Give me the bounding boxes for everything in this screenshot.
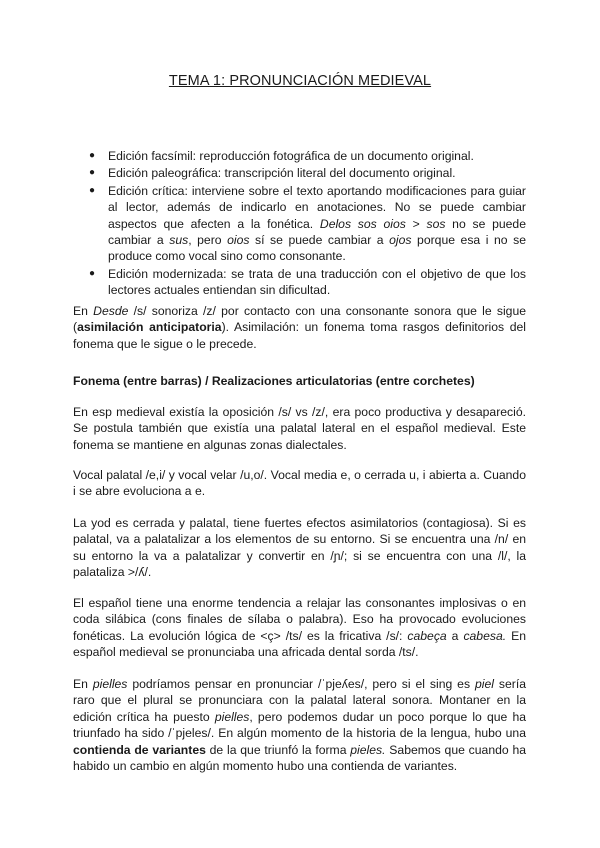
example-word: Desde [93,304,129,318]
paragraph-text: sería raro que el plural se pronunciara con la palatal lateral sonora. Montaner en la edición crítica ha puesto [73,677,527,724]
list-item [86,165,526,181]
paragraph-text: En español medieval se pronunciaba una africada dental sorda /ts/. [73,628,526,660]
paragraph-pielles [73,676,526,774]
list-item-text: Edición crítica: interviene sobre el texto aportando modificaciones para guiar al lector, además de indicarlo en anotaciones. No se puede cambiar aspectos que afecten a la fonética. [108,183,526,231]
example-word: cabesa. [463,628,507,643]
paragraph-text: podríamos pensar en pronunciar /ˈpjeʎes/, pero si el sing es [127,677,475,691]
paragraph-implosive [73,595,526,661]
list-item-text: no se puede cambiar a [108,216,526,248]
list-item-text: sí se puede cambiar a [249,233,390,248]
example-word: Delos sos oios [319,216,406,231]
paragraph-assimilation [73,303,526,352]
paragraph-text: , pero podemos dudar un poco porque lo que ha triunfado ha sido /ˈpjeles/. En algún momento de la historia de la lengua, hubo una [73,709,527,741]
bullet-icon: ● [89,167,96,179]
section-heading: Fonema (entre barras) / Realizaciones articulatorias (entre corchetes) [73,374,475,388]
bullet-icon: ● [89,184,96,196]
list-item-text: Edición facsímil: reproducción fotográfica de un documento original. [108,149,474,163]
edition-types-list [86,148,526,300]
example-word: sus [169,233,189,248]
page-title: TEMA 1: PRONUNCIACIÓN MEDIEVAL [168,73,432,89]
list-item-text: Edición modernizada: se trata de una traducción con el objetivo de que los lectores actuales entiendan sin dificultad. [108,266,526,298]
example-word: piel [475,677,494,691]
bullet-icon: ● [89,267,96,279]
list-item-text: , pero [188,233,228,248]
key-term: asimilación anticipatoria [77,320,222,335]
example-word: cabeça [407,628,447,643]
paragraph-text: Sabemos que cuando ha habido un cambio en algún momento hubo una contienda de variantes. [73,742,526,774]
example-word: pielles [214,709,250,724]
paragraph-text: de la que triunfó la forma [205,742,351,757]
list-item [86,183,526,265]
example-word: pielles [92,677,128,691]
key-term: contienda de variantes [73,742,206,757]
paragraph-text: ). Asimilación: un fonema toma rasgos definitorios del fonema que le sigue o le precede. [73,320,526,351]
list-item-text: Edición paleográfica: transcripción literal del documento original. [108,166,456,181]
paragraph-text: El español tiene una enorme tendencia a relajar las consonantes implosivas o en coda silábica (cons finales de sílaba o palabra). Eso ha provocado evoluciones fonéticas. La evolución lógica de <ç> /ts/ es la fricativa /s/: [73,596,526,643]
example-word: sos [426,216,446,231]
paragraph-text: /s/ sonoriza /z/ por contacto con una consonante sonora que le sigue ( [73,304,527,335]
paragraph-vowels: Vocal palatal /e,i/ y vocal velar /u,o/. Vocal media e, o cerrada u, i abierta a. Cuando i se abre evoluciona a e. [73,468,526,499]
list-item-text: > [405,216,427,231]
example-word: ojos [389,233,412,248]
list-item [86,266,526,299]
paragraph-yod: La yod es cerrada y palatal, tiene fuertes efectos asimilatorios (contagiosa). Si es palatal, va a palatalizar a los elementos de su entorno. Si se encuentra una /n/ en su entorno la va a palatalizar y convertir en /ɲ/; si se encuentra con una /l/, la palataliza >/ʎ/. [73,516,526,580]
paragraph-text: En [73,304,94,318]
paragraph-text: a [446,628,464,643]
list-item-text: porque esa i no se produce como vocal sino como consonante. [108,233,526,264]
example-word: pieles. [350,742,386,757]
bullet-icon: ● [89,150,96,161]
paragraph-opposition: En esp medieval existía la oposición /s/ vs /z/, era poco productiva y desapareció. Se postula también que existía una palatal lateral en el español medieval. Este fonema se mantiene en algunas zonas dialectales. [73,405,526,452]
paragraph-text: En [73,677,93,691]
list-item [86,148,526,164]
example-word: oios [227,233,250,248]
